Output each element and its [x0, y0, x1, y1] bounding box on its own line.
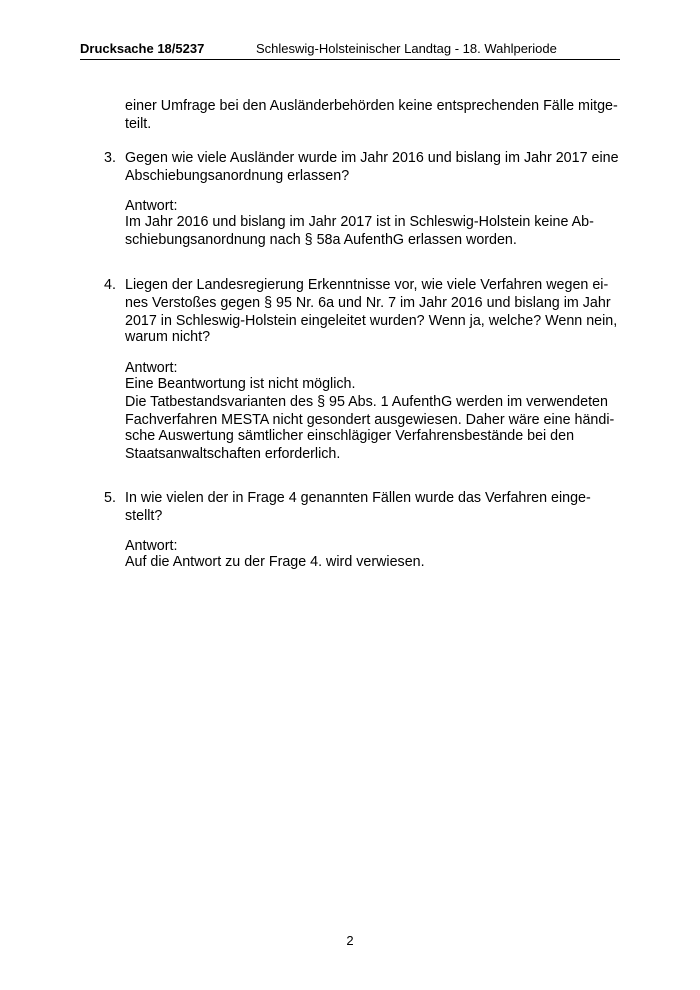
question-text-line: nes Verstoßes gegen § 95 Nr. 6a und Nr. 7 im Jahr 2016 und bislang im Jahr: [125, 295, 611, 311]
answer-label: Antwort:: [125, 198, 178, 214]
answer-text-line: Fachverfahren MESTA nicht gesondert ausgewiesen. Daher wäre eine händi-: [125, 412, 615, 428]
answer-text-line: schiebungsanordnung nach § 58a AufenthG erlassen worden.: [125, 232, 517, 248]
document-number: Drucksache 18/5237: [80, 41, 205, 56]
page-number: 2: [346, 933, 354, 948]
answer-text-line: Im Jahr 2016 und bislang im Jahr 2017 ist in Schleswig-Holstein keine Ab-: [125, 214, 594, 230]
question-text-line: 2017 in Schleswig-Holstein eingeleitet wurden? Wenn ja, welche? Wenn nein,: [125, 313, 618, 329]
question-number: 4.: [104, 277, 116, 293]
question-text-line: stellt?: [125, 508, 163, 524]
answer-text-line: Auf die Antwort zu der Frage 4. wird verwiesen.: [125, 554, 425, 570]
answer-label: Antwort:: [125, 360, 178, 376]
text-line: einer Umfrage bei den Ausländerbehörden keine entsprechenden Fälle mitge-: [125, 98, 618, 114]
parliament-title: Schleswig-Holsteinischer Landtag - 18. Wahlperiode: [256, 41, 557, 56]
text-line: teilt.: [125, 116, 152, 132]
answer-text-line: Eine Beantwortung ist nicht möglich.: [125, 376, 356, 392]
answer-text-line: sche Auswertung sämtlicher einschlägiger Verfahrensbestände bei den: [125, 428, 575, 444]
question-number: 5.: [104, 490, 116, 506]
answer-text-line: Die Tatbestandsvarianten des § 95 Abs. 1 AufenthG werden im verwendeten: [125, 394, 608, 410]
question-number: 3.: [104, 150, 116, 166]
question-text-line: Liegen der Landesregierung Erkenntnisse vor, wie viele Verfahren wegen ei-: [125, 277, 609, 293]
question-text-line: Gegen wie viele Ausländer wurde im Jahr 2016 und bislang im Jahr 2017 eine: [125, 150, 619, 166]
question-text-line: Abschiebungsanordnung erlassen?: [125, 168, 350, 184]
question-text-line: In wie vielen der in Frage 4 genannten Fällen wurde das Verfahren einge-: [125, 490, 591, 506]
page-header: [80, 39, 620, 60]
question-text-line: warum nicht?: [125, 329, 211, 345]
answer-text-line: Staatsanwaltschaften erforderlich.: [125, 446, 341, 462]
answer-label: Antwort:: [125, 538, 178, 554]
